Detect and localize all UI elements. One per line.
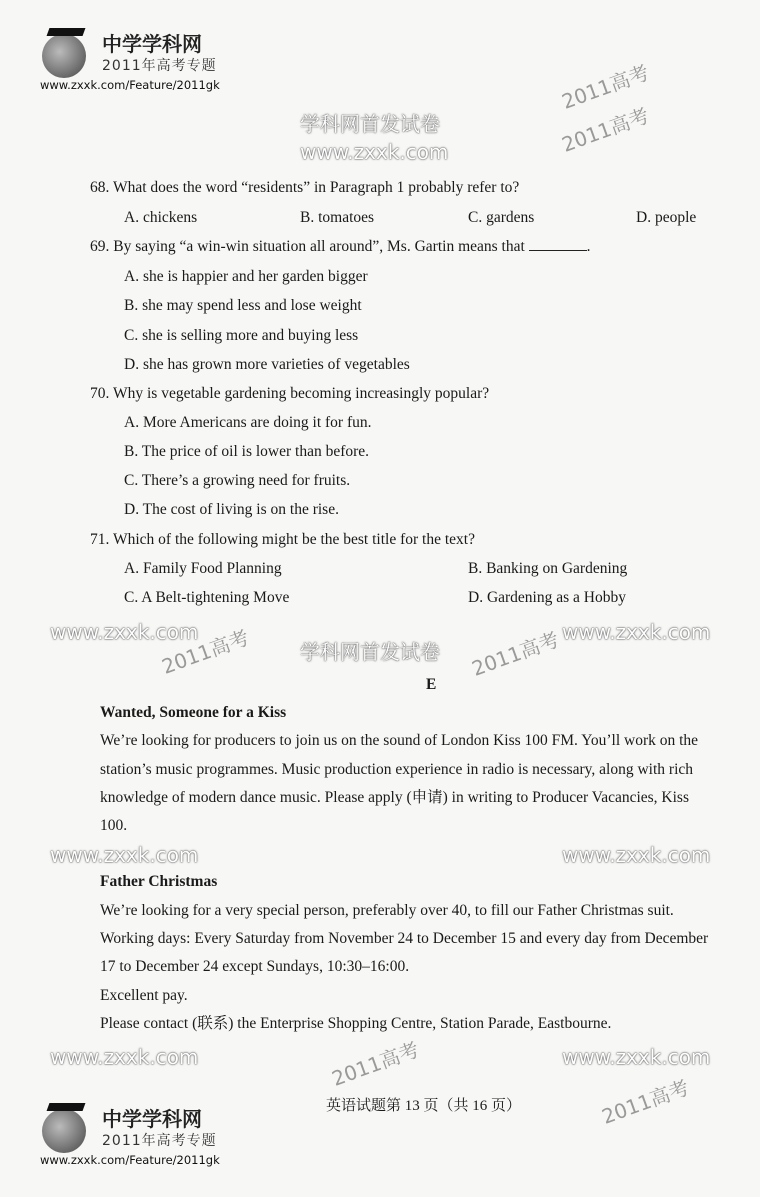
graduation-cap-icon xyxy=(47,1103,86,1111)
logo-url: www.zxxk.com/Feature/2011gk xyxy=(40,78,220,92)
logo-name: 中学学科网 xyxy=(102,1107,202,1131)
watermark-tag: 2011高考 xyxy=(468,627,563,681)
q69-option-a: A. she is happier and her garden bigger xyxy=(124,268,368,285)
mascot-icon xyxy=(42,34,86,78)
header-logo xyxy=(40,28,230,93)
watermark-site: www.zxxk.com xyxy=(300,140,449,164)
ad1-line: We’re looking for producers to join us on the sound of London Kiss 100 FM. You’ll work on the xyxy=(100,732,699,749)
question-69: 69. By saying “a win-win situation all around”, Ms. Gartin means that . xyxy=(90,238,591,255)
watermark-site: www.zxxk.com xyxy=(562,620,711,644)
q69-option-b: B. she may spend less and lose weight xyxy=(124,297,362,314)
ad2-line: Please contact (联系) the Enterprise Shopping Centre, Station Parade, Eastbourne. xyxy=(100,1015,612,1032)
answer-blank xyxy=(529,250,587,251)
section-letter: E xyxy=(426,676,437,693)
question-69-stem: 69. By saying “a win-win situation all around”, Ms. Gartin means that xyxy=(90,238,525,255)
ad1-title: Wanted, Someone for a Kiss xyxy=(100,704,287,721)
q68-option-b: B. tomatoes xyxy=(300,209,375,226)
page-number: 英语试题第 13 页（共 16 页） xyxy=(326,1098,522,1114)
q70-option-b: B. The price of oil is lower than before. xyxy=(124,443,370,460)
ad2-line: Excellent pay. xyxy=(100,987,188,1004)
watermark-tag: 2011高考 xyxy=(558,60,653,114)
q69-option-c: C. she is selling more and buying less xyxy=(124,327,359,344)
watermark-site: www.zxxk.com xyxy=(50,843,199,867)
logo-subtitle: 2011年高考专题 xyxy=(102,58,217,74)
ad2-line: We’re looking for a very special person, preferably over 40, to fill our Father Christmas suit. xyxy=(100,902,674,919)
logo-name: 中学学科网 xyxy=(102,32,202,56)
mascot-icon xyxy=(42,1109,86,1153)
q68-option-a: A. chickens xyxy=(124,209,198,226)
q71-option-c: C. A Belt-tightening Move xyxy=(124,589,290,606)
graduation-cap-icon xyxy=(47,28,86,36)
ad2-line: 17 to December 24 except Sundays, 10:30–16:00. xyxy=(100,958,410,975)
watermark-tag: 2011高考 xyxy=(158,625,253,679)
watermark-banner: 学科网首发试卷 xyxy=(300,112,440,136)
ad1-line: knowledge of modern dance music. Please apply (申请) in writing to Producer Vacancies, Kiss xyxy=(100,789,690,806)
question-71-stem: 71. Which of the following might be the best title for the text? xyxy=(90,531,475,548)
watermark-tag: 2011高考 xyxy=(598,1075,693,1129)
ad1-line: station’s music programmes. Music production experience in radio is necessary, along with rich xyxy=(100,761,694,778)
logo-subtitle: 2011年高考专题 xyxy=(102,1133,217,1149)
q71-option-a: A. Family Food Planning xyxy=(124,560,282,577)
ad2-title: Father Christmas xyxy=(100,873,218,890)
ad1-line: 100. xyxy=(100,817,128,834)
q69-option-d: D. she has grown more varieties of vegetables xyxy=(124,356,410,373)
q71-option-b: B. Banking on Gardening xyxy=(468,560,628,577)
q70-option-d: D. The cost of living is on the rise. xyxy=(124,501,339,518)
logo-url: www.zxxk.com/Feature/2011gk xyxy=(40,1153,220,1167)
watermark-site: www.zxxk.com xyxy=(50,620,199,644)
ad2-line: Working days: Every Saturday from November 24 to December 15 and every day from December xyxy=(100,930,709,947)
question-70-stem: 70. Why is vegetable gardening becoming increasingly popular? xyxy=(90,385,490,402)
footer-logo xyxy=(40,1103,230,1168)
q70-option-c: C. There’s a growing need for fruits. xyxy=(124,472,351,489)
q68-option-d: D. people xyxy=(636,209,697,226)
question-68-stem: 68. What does the word “residents” in Paragraph 1 probably refer to? xyxy=(90,179,520,196)
watermark-tag: 2011高考 xyxy=(328,1037,423,1091)
q70-option-a: A. More Americans are doing it for fun. xyxy=(124,414,372,431)
watermark-site: www.zxxk.com xyxy=(562,843,711,867)
watermark-site: www.zxxk.com xyxy=(562,1045,711,1069)
watermark-tag: 2011高考 xyxy=(558,103,653,157)
q71-option-d: D. Gardening as a Hobby xyxy=(468,589,626,606)
q68-option-c: C. gardens xyxy=(468,209,535,226)
watermark-site: www.zxxk.com xyxy=(50,1045,199,1069)
watermark-banner: 学科网首发试卷 xyxy=(300,640,440,664)
